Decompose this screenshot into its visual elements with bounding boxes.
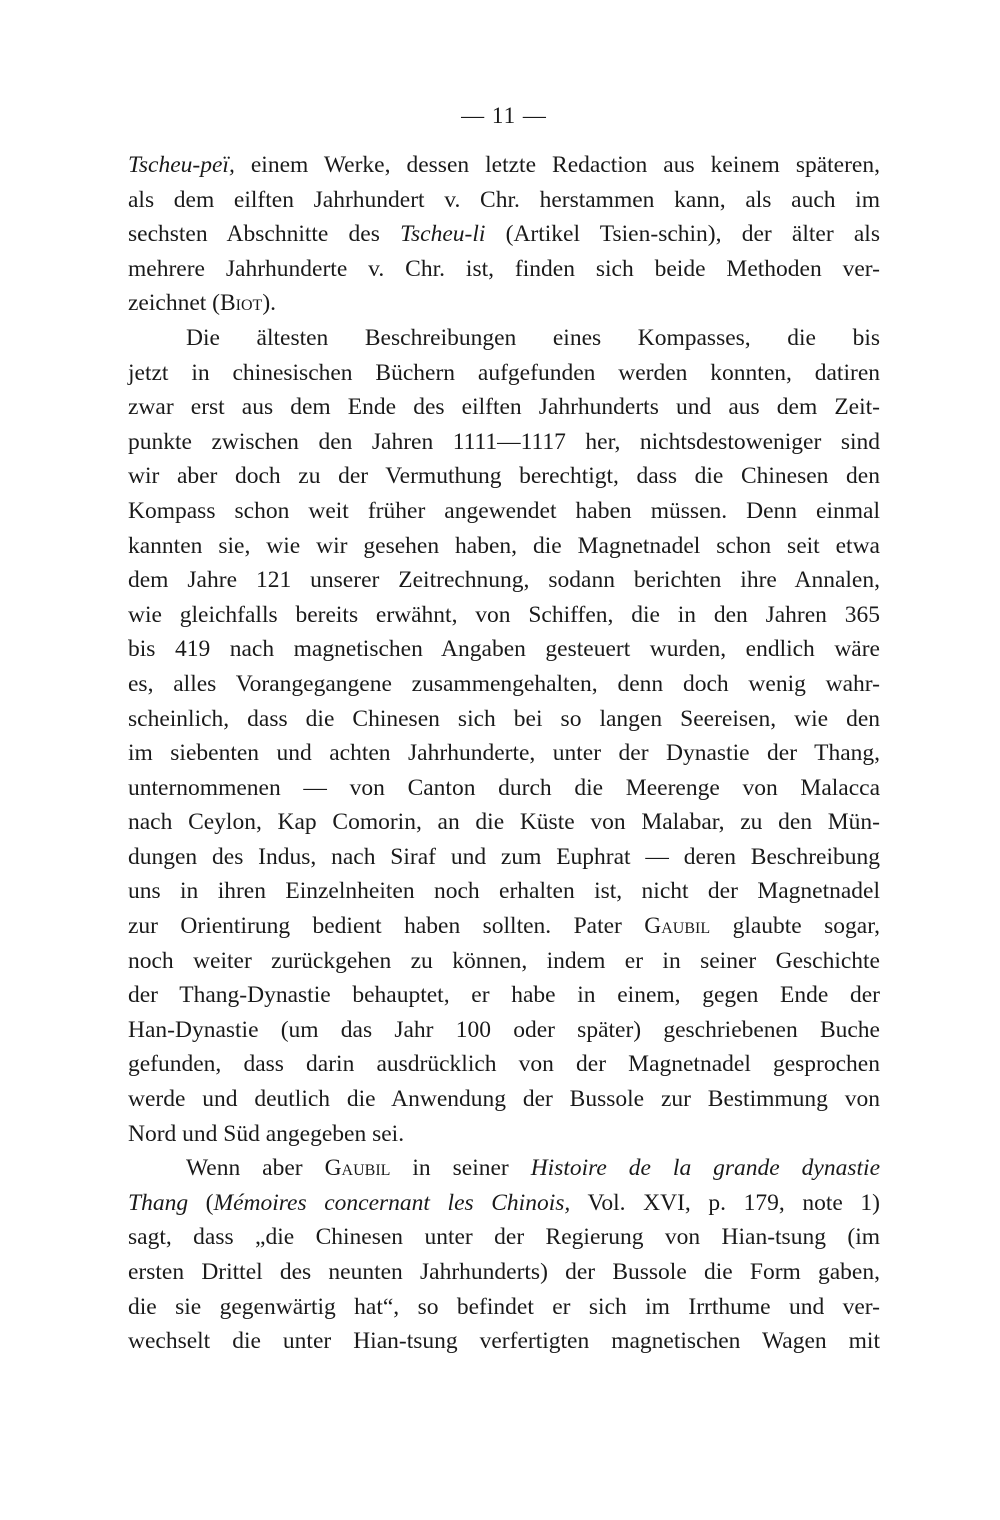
text-line	[128, 1220, 880, 1255]
text-line	[128, 598, 880, 633]
small-caps-text: Gaubil	[324, 1155, 391, 1182]
text-line	[128, 148, 880, 183]
text-segment: der Thang-Dynastie behauptet, er habe in einem, gegen Ende der	[128, 982, 880, 1009]
italic-text: Mémoires concernant les Chinois,	[213, 1189, 571, 1216]
text-segment: mehrere Jahrhunderte v. Chr. ist, finden sich beide Methoden ver-	[128, 255, 880, 282]
text-line	[128, 667, 880, 702]
text-segment: wir aber doch zu der Vermuthung berechtigt, dass die Chinesen den	[128, 463, 880, 490]
text-line	[128, 1013, 880, 1048]
text-line	[128, 529, 880, 564]
text-segment: scheinlich, dass die Chinesen sich bei so langen Seereisen, wie den	[128, 705, 880, 732]
text-line	[128, 874, 880, 909]
text-segment: einem Werke, dessen letzte Redaction aus keinem späteren,	[234, 152, 880, 178]
text-segment: in seiner	[390, 1155, 531, 1182]
text-line	[128, 1186, 880, 1221]
text-segment: punkte zwischen den Jahren 1111—1117 her, nichtsdestoweniger sind	[128, 428, 880, 455]
text-line	[128, 425, 880, 460]
text-line	[128, 909, 880, 944]
text-line	[128, 1047, 880, 1082]
text-line	[128, 217, 880, 252]
text-line	[128, 1290, 880, 1325]
italic-text: Histoire de la grande dynastie	[530, 1155, 880, 1182]
text-line	[128, 390, 880, 425]
small-caps-text: Gaubil	[644, 913, 711, 940]
text-segment: gefunden, dass darin ausdrücklich von der Magnetnadel gesprochen	[128, 1051, 880, 1078]
text-line	[128, 805, 880, 840]
text-segment: ).	[262, 290, 277, 317]
text-line	[128, 840, 880, 875]
text-segment: noch weiter zurückgehen zu können, indem er in seiner Geschichte	[128, 947, 880, 974]
text-line	[128, 183, 880, 218]
text-line	[128, 632, 880, 667]
text-line	[128, 1324, 880, 1359]
text-segment: sechsten Abschnitte des	[128, 221, 401, 248]
text-segment: ersten Drittel des neunten Jahrhunderts) der Bussole die Form gaben,	[128, 1259, 880, 1285]
text-segment: (Artikel Tsien-schin), der älter als	[485, 221, 880, 248]
italic-text: Thang	[128, 1189, 189, 1216]
text-line	[128, 1082, 880, 1117]
text-segment: uns in ihren Einzelnheiten noch erhalten ist, nicht der Magnetnadel	[128, 878, 880, 905]
small-caps-text: Biot	[219, 290, 263, 317]
text-segment: zwar erst aus dem Ende des eilften Jahrhunderts und aus dem Zeit-	[128, 394, 880, 421]
text-segment: zeichnet (	[128, 290, 220, 317]
text-line	[128, 1151, 880, 1186]
text-segment: im siebenten und achten Jahrhunderte, unter der Dynastie der Thang,	[128, 740, 880, 767]
text-segment: Die ältesten Beschreibungen eines Kompasses, die bis	[186, 324, 880, 351]
text-segment: Nord und Süd angegeben sei.	[128, 1120, 405, 1147]
text-segment: es, alles Vorangegangene zusammengehalten, denn doch wenig wahr-	[128, 670, 880, 697]
body-text	[128, 148, 880, 1359]
text-line	[128, 702, 880, 737]
text-segment: unternommenen — von Canton durch die Meerenge von Malacca	[128, 774, 880, 801]
text-segment: Han-Dynastie (um das Jahr 100 oder später) geschriebenen Buche	[128, 1016, 880, 1043]
text-line	[128, 736, 880, 771]
text-line	[128, 356, 880, 391]
text-line	[128, 252, 880, 287]
page-number: — 11 —	[461, 103, 547, 128]
italic-text: Tscheu-li	[400, 221, 486, 248]
text-segment: die sie gegenwärtig hat“, so befindet er sich im Irrthume und ver-	[128, 1293, 880, 1320]
text-segment: wie gleichfalls bereits erwähnt, von Schiffen, die in den Jahren 365	[128, 601, 880, 628]
document-page	[128, 96, 880, 1496]
text-segment: zur Orientirung bedient haben sollten. Pater	[128, 913, 645, 940]
italic-text: Tscheu-peï,	[128, 152, 235, 178]
text-line	[128, 1255, 880, 1290]
text-segment: kannten sie, wie wir gesehen haben, die Magnetnadel schon seit etwa	[128, 532, 880, 559]
text-segment: wechselt die unter Hian-tsung verfertigten magnetischen Wagen mit	[128, 1328, 880, 1355]
text-segment: nach Ceylon, Kap Comorin, an die Küste von Malabar, zu den Mün-	[128, 809, 880, 836]
text-segment: Vol. XVI, p. 179, note 1)	[570, 1189, 880, 1216]
text-line	[128, 563, 880, 598]
text-segment: jetzt in chinesischen Büchern aufgefunden werden konnten, datiren	[128, 359, 880, 386]
text-line	[128, 1117, 880, 1152]
text-segment: dungen des Indus, nach Siraf und zum Euphrat — deren Beschreibung	[128, 843, 880, 870]
text-segment: dem Jahre 121 unserer Zeitrechnung, sodann berichten ihre Annalen,	[128, 567, 880, 594]
text-segment: werde und deutlich die Anwendung der Bussole zur Bestimmung von	[128, 1086, 880, 1113]
text-segment: als dem eilften Jahrhundert v. Chr. herstammen kann, als auch im	[128, 186, 880, 213]
text-line	[128, 286, 880, 321]
text-line	[128, 978, 880, 1013]
text-line	[128, 459, 880, 494]
text-segment: glaubte sogar,	[710, 913, 880, 940]
text-segment: (	[188, 1189, 214, 1216]
text-line	[128, 944, 880, 979]
text-segment: Kompass schon weit früher angewendet haben müssen. Denn einmal	[128, 497, 880, 524]
text-segment: bis 419 nach magnetischen Angaben gesteuert wurden, endlich wäre	[128, 636, 880, 663]
text-segment: Wenn aber	[186, 1155, 325, 1182]
text-line	[128, 494, 880, 529]
text-line	[128, 321, 880, 356]
text-segment: sagt, dass „die Chinesen unter der Regierung von Hian-tsung (im	[128, 1224, 880, 1251]
text-line	[128, 771, 880, 806]
